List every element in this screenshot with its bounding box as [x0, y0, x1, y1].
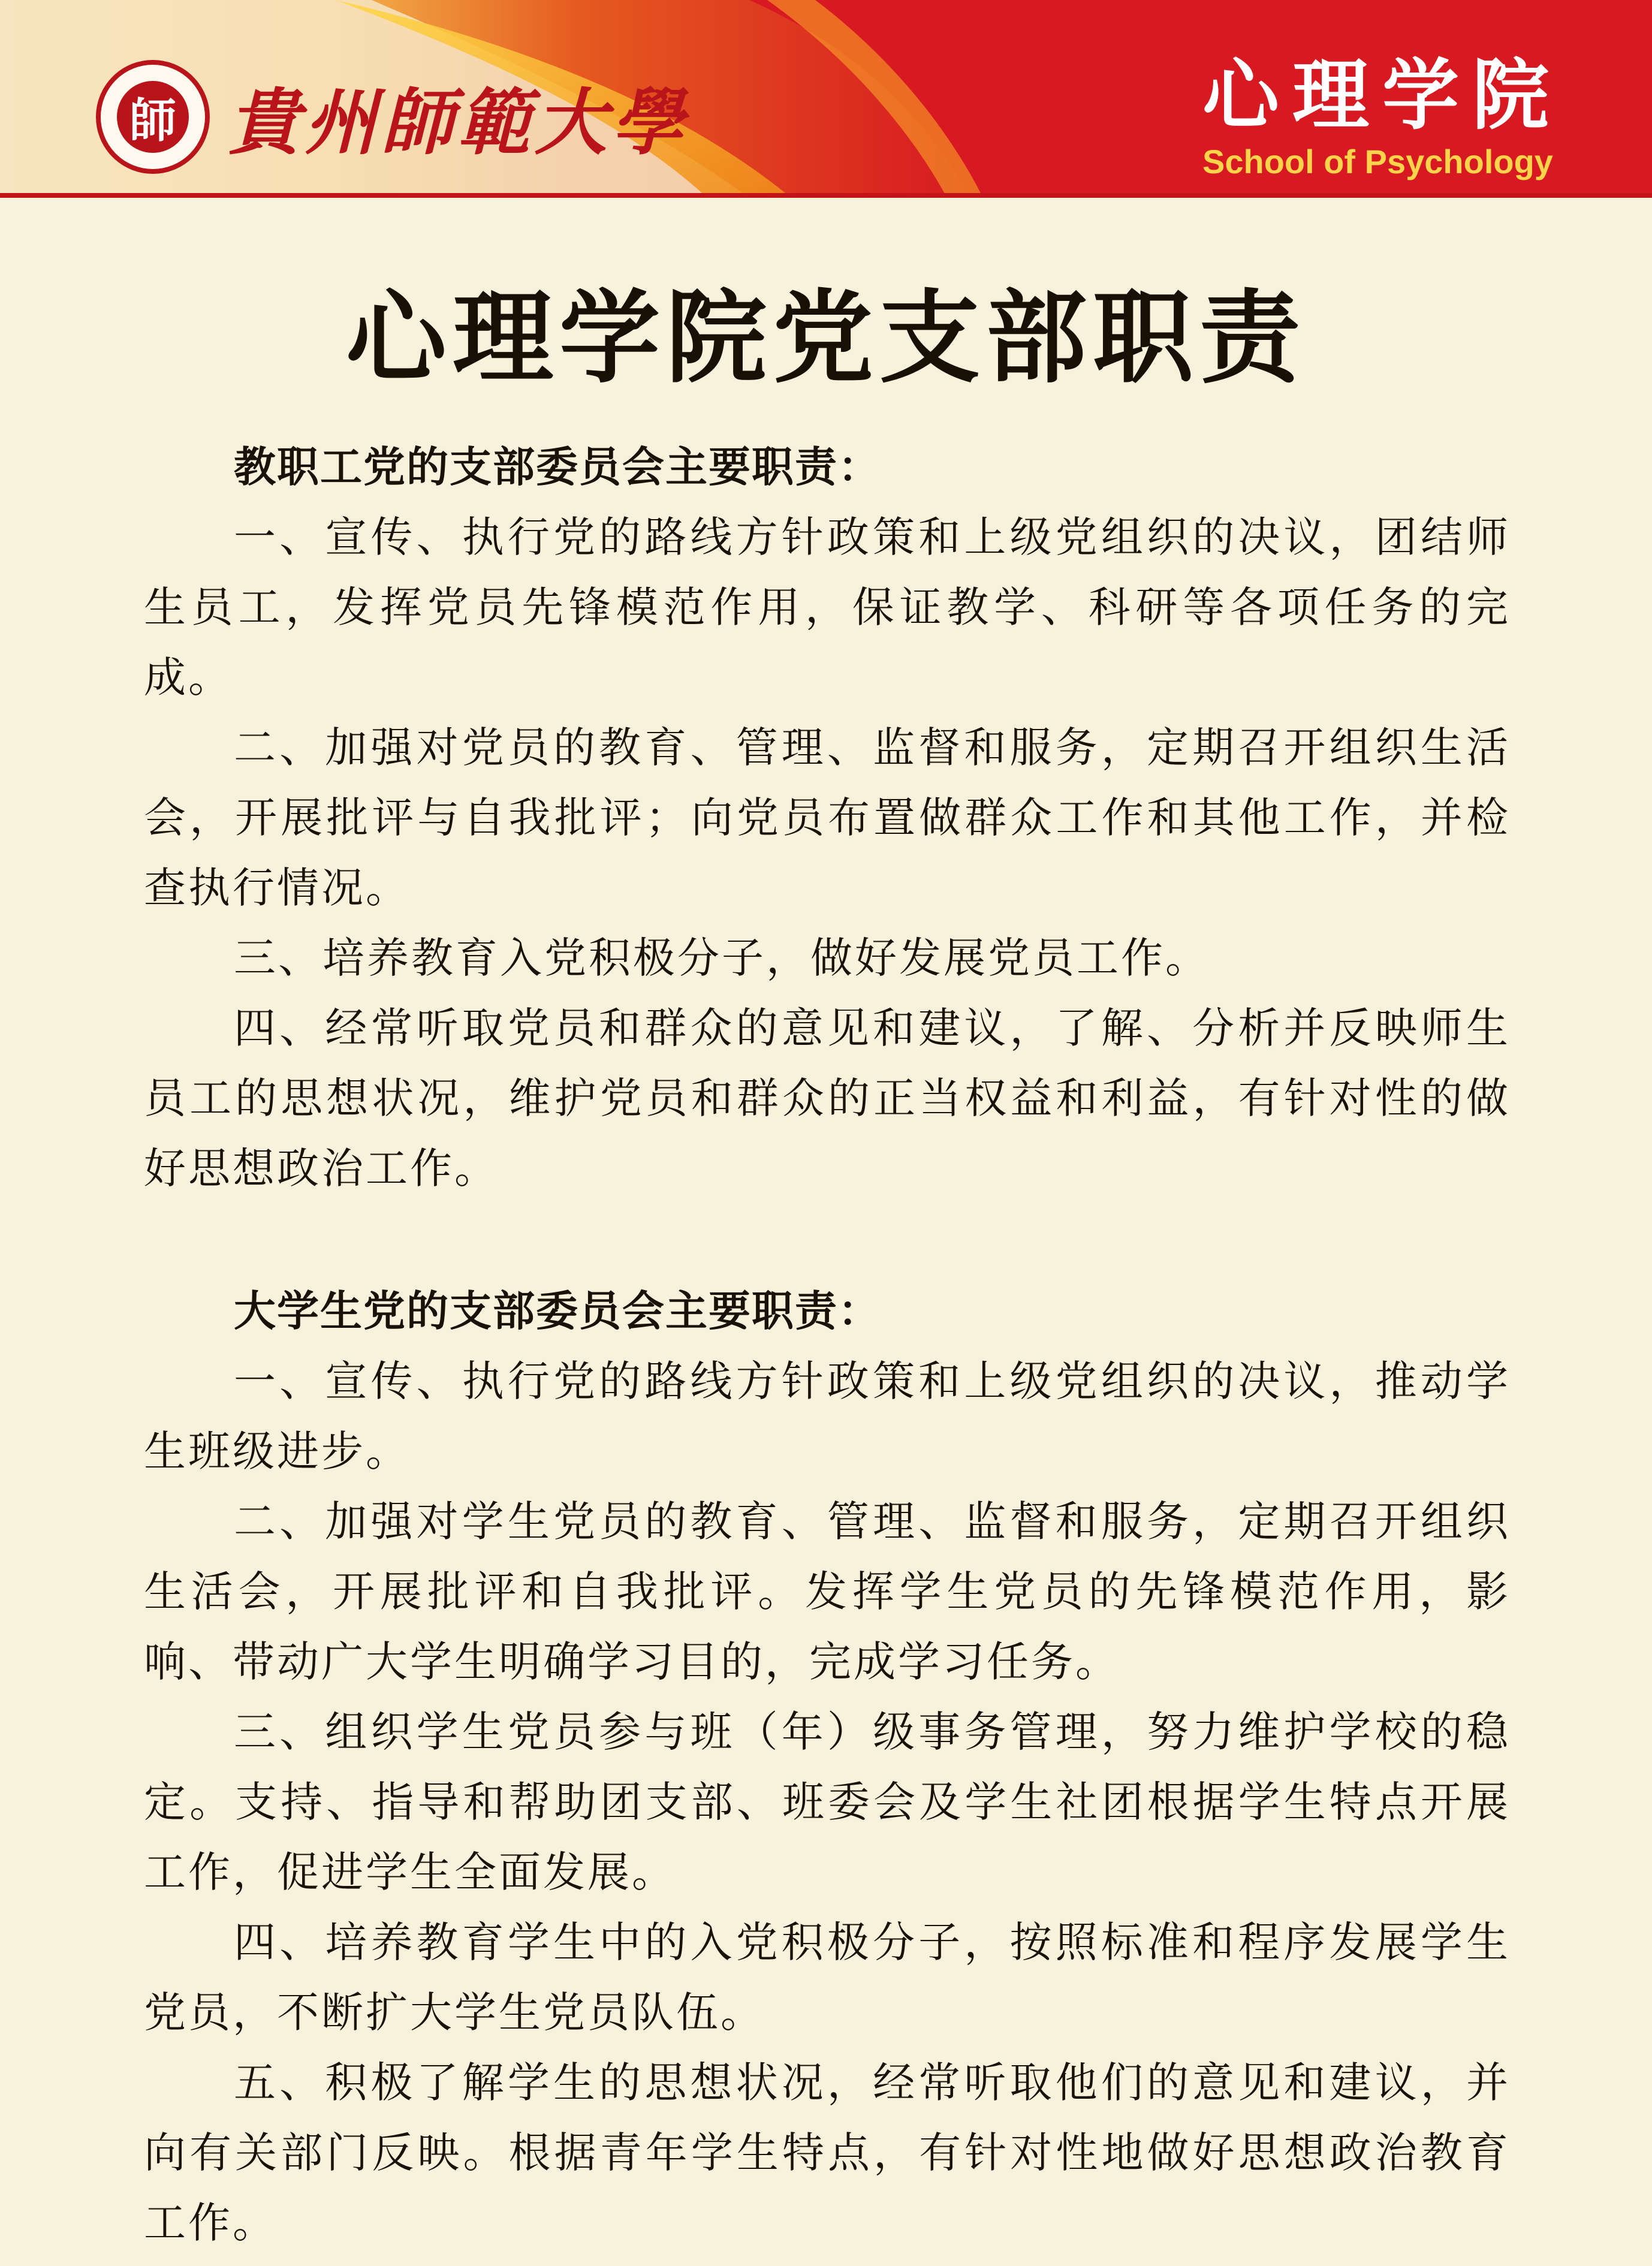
school-name-en: School of Psychology	[1202, 142, 1553, 180]
page-title: 心理学院党支部职责	[346, 279, 1306, 397]
seal-character: 師	[117, 81, 189, 153]
duty-item: 三、组织学生党员参与班（年）级事务管理，努力维护学校的稳定。支持、指导和帮助团支部、班委会及学生社团根据学生特点开展工作，促进学生全面发展。	[144, 1707, 1511, 1897]
school-name-cn: 心理学院	[1202, 51, 1562, 140]
duty-item: 一、宣传、执行党的路线方针政策和上级党组织的决议，推动学生班级进步。	[144, 1357, 1511, 1476]
duty-item: 二、加强对学生党员的教育、管理、监督和服务，定期召开组织生活会，开展批评和自我批评。发挥学生党员的先锋模范作用，影响、带动广大学生明确学习目的，完成学习任务。	[144, 1497, 1511, 1686]
university-logo	[96, 60, 688, 174]
school-label	[1202, 51, 1562, 181]
section-spacer	[144, 1204, 1511, 1276]
university-seal-icon	[96, 60, 210, 174]
section-heading-students: 大学生党的支部委员会主要职责：	[234, 1286, 881, 1336]
duty-item: 五、积极了解学生的思想状况，经常听取他们的意见和建议，并向有关部门反映。根据青年学生特点，有针对性地做好思想政治教育工作。	[144, 2058, 1511, 2247]
duty-item: 一、宣传、执行党的路线方针政策和上级党组织的决议，团结师生员工，发挥党员先锋模范作用，保证教学、科研等各项任务的完成。	[144, 513, 1511, 702]
section-heading-staff: 教职工党的支部委员会主要职责：	[234, 442, 881, 492]
duty-item: 四、培养教育学生中的入党积极分子，按照标准和程序发展学生党员，不断扩大学生党员队伍。	[144, 1918, 1511, 2037]
duty-item: 四、经常听取党员和群众的意见和建议，了解、分析并反映师生员工的思想状况，维护党员和群众的正当权益和利益，有针对性的做好思想政治工作。	[144, 1004, 1511, 1193]
duty-item: 二、加强对党员的教育、管理、监督和服务，定期召开组织生活会，开展批评与自我批评；向党员布置做群众工作和其他工作，并检查执行情况。	[144, 723, 1511, 912]
duty-item: 三、培养教育入党积极分子，做好发展党员工作。	[234, 933, 1210, 983]
document-body	[144, 432, 1511, 2258]
header-banner	[0, 0, 1652, 198]
university-name: 貴州師範大學	[228, 80, 688, 165]
